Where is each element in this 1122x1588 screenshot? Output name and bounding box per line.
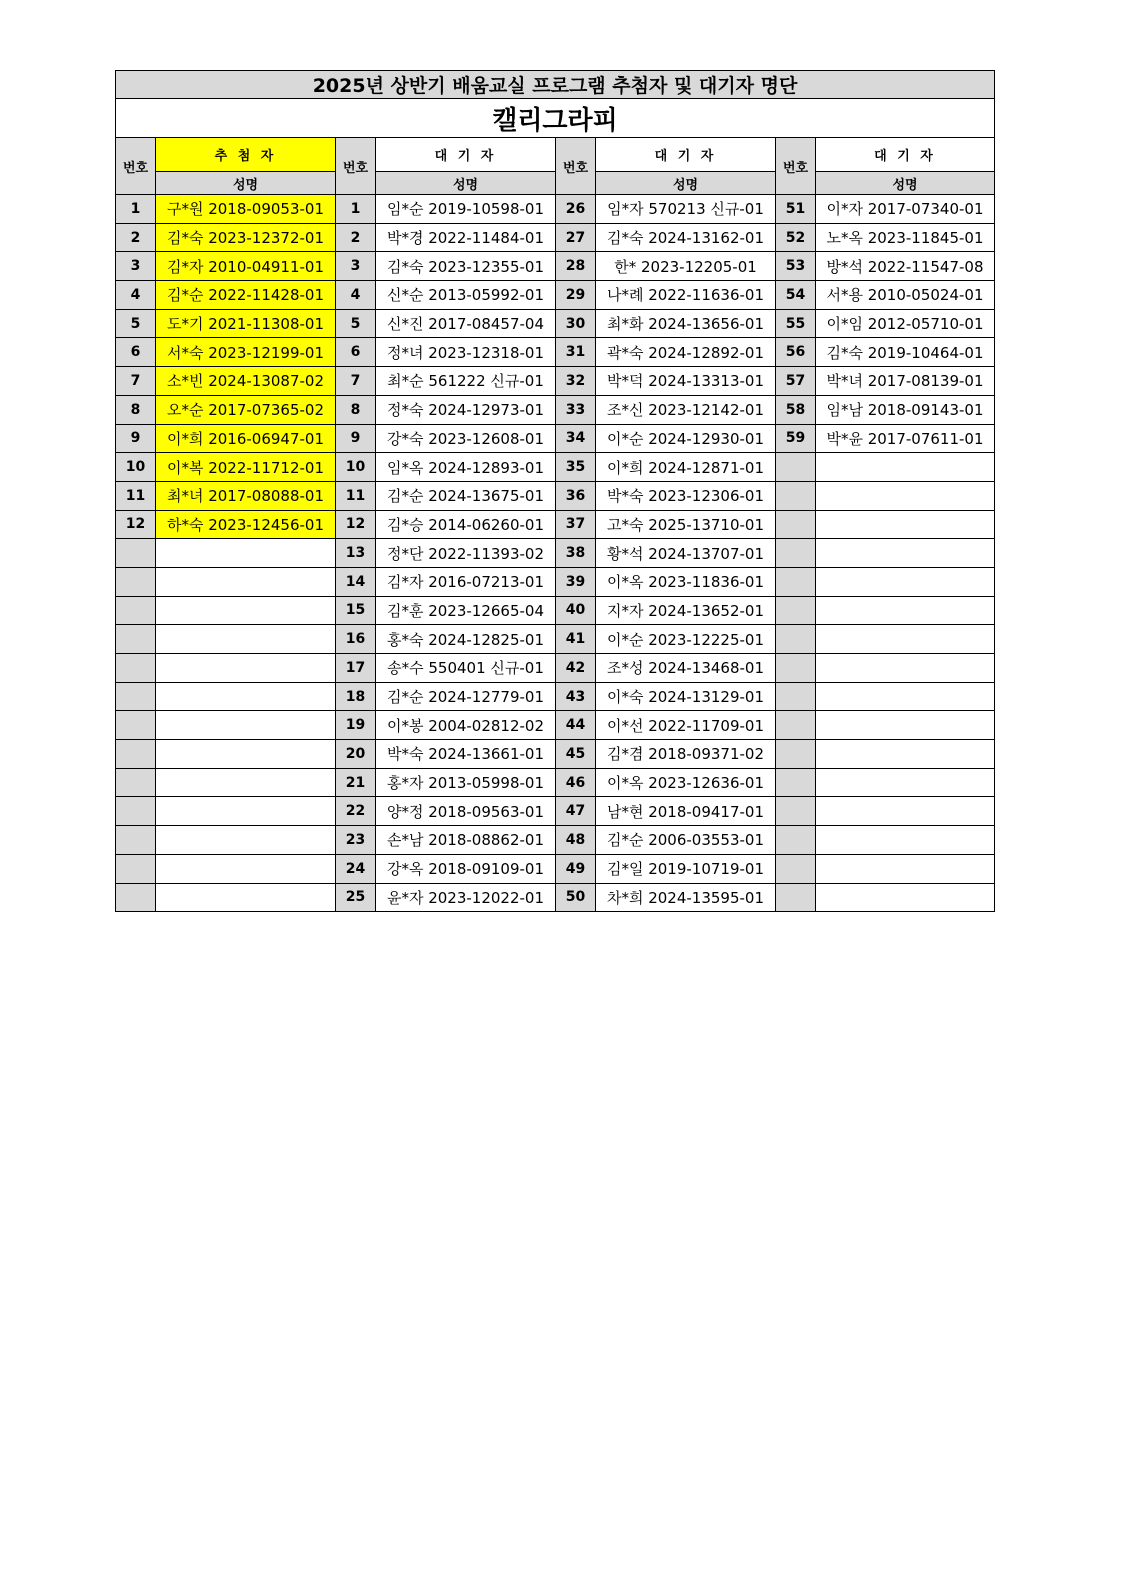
waitlist-name-cell: 홍*숙 2024-12825-01 [376,625,556,654]
waitlist-no-cell: 43 [556,682,596,711]
winner-name-cell: 도*기 2021-11308-01 [156,309,336,338]
waitlist-no-cell: 24 [336,854,376,883]
header-name: 성명 [816,172,995,195]
waitlist-name-cell: 임*순 2019-10598-01 [376,195,556,224]
waitlist-no-cell: 36 [556,481,596,510]
waitlist-name-cell [816,453,995,482]
waitlist-name-cell: 홍*자 2013-05998-01 [376,768,556,797]
waitlist-no-cell: 45 [556,740,596,769]
waitlist-name-cell [816,768,995,797]
waitlist-name-cell [816,682,995,711]
waitlist-name-cell: 곽*숙 2024-12892-01 [596,338,776,367]
waitlist-no-cell: 56 [776,338,816,367]
winner-no-cell [116,797,156,826]
waitlist-name-cell: 박*경 2022-11484-01 [376,223,556,252]
waitlist-name-cell: 김*순 2024-12779-01 [376,682,556,711]
waitlist-no-cell [776,453,816,482]
waitlist-name-cell: 김*숙 2024-13162-01 [596,223,776,252]
winner-no-cell [116,711,156,740]
waitlist-no-cell: 11 [336,481,376,510]
waitlist-name-cell: 이*순 2023-12225-01 [596,625,776,654]
waitlist-no-cell: 20 [336,740,376,769]
waitlist-no-cell: 3 [336,252,376,281]
waitlist-name-cell: 차*희 2024-13595-01 [596,883,776,912]
winner-no-cell [116,740,156,769]
waitlist-name-cell: 이*봉 2004-02812-02 [376,711,556,740]
waitlist-no-cell: 27 [556,223,596,252]
waitlist-no-cell [776,826,816,855]
winner-name-cell [156,539,336,568]
waitlist-name-cell: 박*숙 2023-12306-01 [596,481,776,510]
waitlist-name-cell: 이*선 2022-11709-01 [596,711,776,740]
waitlist-name-cell [816,596,995,625]
waitlist-no-cell [776,481,816,510]
waitlist-no-cell: 6 [336,338,376,367]
waitlist-name-cell: 김*승 2014-06260-01 [376,510,556,539]
header-no: 번호 [116,138,156,195]
table-row [116,567,995,596]
waitlist-no-cell [776,510,816,539]
table-row [116,740,995,769]
table-row [116,309,995,338]
table-row [116,195,995,224]
waitlist-no-cell: 18 [336,682,376,711]
waitlist-no-cell: 32 [556,367,596,396]
waitlist-no-cell: 53 [776,252,816,281]
program-name: 캘리그라피 [116,99,995,138]
waitlist-no-cell: 58 [776,395,816,424]
document-title: 2025년 상반기 배움교실 프로그램 추첨자 및 대기자 명단 [116,71,995,99]
waitlist-name-cell [816,567,995,596]
waitlist-name-cell: 윤*자 2023-12022-01 [376,883,556,912]
winner-name-cell: 구*원 2018-09053-01 [156,195,336,224]
winner-no-cell [116,768,156,797]
winner-name-cell: 김*자 2010-04911-01 [156,252,336,281]
waitlist-name-cell: 김*순 2024-13675-01 [376,481,556,510]
waitlist-name-cell: 이*임 2012-05710-01 [816,309,995,338]
winner-no-cell: 1 [116,195,156,224]
waitlist-no-cell: 34 [556,424,596,453]
header-name: 성명 [156,172,336,195]
waitlist-no-cell [776,740,816,769]
waitlist-no-cell: 50 [556,883,596,912]
waitlist-no-cell: 13 [336,539,376,568]
waitlist-name-cell: 조*성 2024-13468-01 [596,654,776,683]
table-row [116,826,995,855]
header-waitlist: 대 기 자 [596,138,776,172]
table-row [116,625,995,654]
winner-name-cell [156,654,336,683]
winner-name-cell: 이*복 2022-11712-01 [156,453,336,482]
winner-no-cell [116,596,156,625]
header-winners: 추 첨 자 [156,138,336,172]
winner-no-cell: 6 [116,338,156,367]
waitlist-name-cell: 이*옥 2023-11836-01 [596,567,776,596]
waitlist-no-cell: 54 [776,281,816,310]
waitlist-no-cell: 15 [336,596,376,625]
waitlist-name-cell [816,826,995,855]
winner-no-cell: 12 [116,510,156,539]
waitlist-name-cell [816,510,995,539]
table-row [116,854,995,883]
winner-name-cell [156,826,336,855]
header-no: 번호 [336,138,376,195]
waitlist-no-cell [776,883,816,912]
waitlist-no-cell: 17 [336,654,376,683]
waitlist-name-cell [816,854,995,883]
waitlist-no-cell: 12 [336,510,376,539]
waitlist-no-cell [776,854,816,883]
winner-no-cell [116,826,156,855]
table-row [116,453,995,482]
waitlist-no-cell: 41 [556,625,596,654]
waitlist-name-cell: 서*용 2010-05024-01 [816,281,995,310]
waitlist-no-cell: 44 [556,711,596,740]
winner-name-cell [156,596,336,625]
waitlist-no-cell: 22 [336,797,376,826]
waitlist-name-cell: 노*옥 2023-11845-01 [816,223,995,252]
waitlist-no-cell: 10 [336,453,376,482]
waitlist-name-cell: 이*옥 2023-12636-01 [596,768,776,797]
waitlist-name-cell: 정*녀 2023-12318-01 [376,338,556,367]
waitlist-name-cell: 김*숙 2023-12355-01 [376,252,556,281]
waitlist-no-cell: 42 [556,654,596,683]
waitlist-name-cell: 최*화 2024-13656-01 [596,309,776,338]
waitlist-no-cell [776,711,816,740]
waitlist-no-cell: 5 [336,309,376,338]
waitlist-name-cell [816,797,995,826]
waitlist-no-cell: 47 [556,797,596,826]
waitlist-no-cell [776,625,816,654]
winner-no-cell: 3 [116,252,156,281]
waitlist-name-cell [816,625,995,654]
waitlist-name-cell: 김*순 2006-03553-01 [596,826,776,855]
table-row [116,654,995,683]
waitlist-name-cell: 조*신 2023-12142-01 [596,395,776,424]
table-row [116,596,995,625]
table-row [116,281,995,310]
waitlist-no-cell: 39 [556,567,596,596]
waitlist-no-cell: 8 [336,395,376,424]
waitlist-name-cell: 정*숙 2024-12973-01 [376,395,556,424]
waitlist-name-cell: 황*석 2024-13707-01 [596,539,776,568]
waitlist-no-cell: 57 [776,367,816,396]
table-row [116,768,995,797]
waitlist-name-cell: 박*숙 2024-13661-01 [376,740,556,769]
table-row [116,711,995,740]
waitlist-name-cell: 지*자 2024-13652-01 [596,596,776,625]
header-name: 성명 [596,172,776,195]
winner-no-cell [116,539,156,568]
waitlist-name-cell [816,654,995,683]
table-row [116,797,995,826]
winner-no-cell: 11 [116,481,156,510]
winner-name-cell [156,883,336,912]
waitlist-no-cell: 33 [556,395,596,424]
waitlist-name-cell: 이*순 2024-12930-01 [596,424,776,453]
winner-name-cell [156,854,336,883]
waitlist-name-cell: 김*일 2019-10719-01 [596,854,776,883]
waitlist-name-cell: 김*숙 2019-10464-01 [816,338,995,367]
winner-no-cell [116,682,156,711]
waitlist-no-cell: 25 [336,883,376,912]
waitlist-no-cell: 46 [556,768,596,797]
waitlist-no-cell: 38 [556,539,596,568]
header-waitlist: 대 기 자 [816,138,995,172]
waitlist-no-cell: 48 [556,826,596,855]
waitlist-no-cell [776,596,816,625]
winner-name-cell [156,797,336,826]
winner-no-cell [116,654,156,683]
waitlist-name-cell: 김*자 2016-07213-01 [376,567,556,596]
waitlist-name-cell: 강*숙 2023-12608-01 [376,424,556,453]
waitlist-name-cell: 고*숙 2025-13710-01 [596,510,776,539]
winner-name-cell: 김*숙 2023-12372-01 [156,223,336,252]
waitlist-name-cell [816,481,995,510]
waitlist-no-cell [776,682,816,711]
table-row [116,223,995,252]
winner-no-cell: 2 [116,223,156,252]
waitlist-name-cell [816,883,995,912]
waitlist-name-cell: 임*자 570213 신규-01 [596,195,776,224]
winner-name-cell: 서*숙 2023-12199-01 [156,338,336,367]
waitlist-no-cell: 49 [556,854,596,883]
winner-name-cell [156,768,336,797]
winner-name-cell: 김*순 2022-11428-01 [156,281,336,310]
waitlist-name-cell: 임*남 2018-09143-01 [816,395,995,424]
winner-no-cell [116,883,156,912]
waitlist-name-cell: 양*정 2018-09563-01 [376,797,556,826]
winner-no-cell: 5 [116,309,156,338]
waitlist-no-cell: 26 [556,195,596,224]
waitlist-no-cell: 9 [336,424,376,453]
waitlist-name-cell: 나*례 2022-11636-01 [596,281,776,310]
waitlist-name-cell: 방*석 2022-11547-08 [816,252,995,281]
winner-name-cell [156,625,336,654]
winner-name-cell [156,567,336,596]
table-row [116,539,995,568]
waitlist-no-cell: 29 [556,281,596,310]
waitlist-name-cell: 임*옥 2024-12893-01 [376,453,556,482]
waitlist-name-cell [816,711,995,740]
waitlist-name-cell [816,539,995,568]
winner-no-cell [116,625,156,654]
waitlist-name-cell: 최*순 561222 신규-01 [376,367,556,396]
waitlist-name-cell: 정*단 2022-11393-02 [376,539,556,568]
waitlist-no-cell: 55 [776,309,816,338]
waitlist-no-cell: 35 [556,453,596,482]
table-row [116,883,995,912]
waitlist-no-cell: 2 [336,223,376,252]
waitlist-no-cell: 30 [556,309,596,338]
winner-no-cell: 4 [116,281,156,310]
waitlist-no-cell: 23 [336,826,376,855]
header-no: 번호 [776,138,816,195]
header-waitlist: 대 기 자 [376,138,556,172]
waitlist-name-cell: 김*훈 2023-12665-04 [376,596,556,625]
waitlist-no-cell: 59 [776,424,816,453]
waitlist-name-cell: 송*수 550401 신규-01 [376,654,556,683]
waitlist-no-cell: 28 [556,252,596,281]
waitlist-name-cell: 신*진 2017-08457-04 [376,309,556,338]
winner-no-cell: 7 [116,367,156,396]
winner-name-cell [156,740,336,769]
waitlist-name-cell: 이*숙 2024-13129-01 [596,682,776,711]
winner-name-cell: 소*빈 2024-13087-02 [156,367,336,396]
winner-name-cell [156,711,336,740]
waitlist-no-cell: 14 [336,567,376,596]
header-name: 성명 [376,172,556,195]
waitlist-name-cell: 남*현 2018-09417-01 [596,797,776,826]
waitlist-no-cell: 37 [556,510,596,539]
winner-no-cell: 9 [116,424,156,453]
waitlist-no-cell: 21 [336,768,376,797]
winner-name-cell: 오*순 2017-07365-02 [156,395,336,424]
waitlist-name-cell: 손*남 2018-08862-01 [376,826,556,855]
winner-name-cell: 최*녀 2017-08088-01 [156,481,336,510]
roster-table [115,70,995,912]
waitlist-no-cell [776,768,816,797]
waitlist-no-cell: 31 [556,338,596,367]
waitlist-no-cell [776,797,816,826]
waitlist-name-cell: 박*녀 2017-08139-01 [816,367,995,396]
waitlist-no-cell: 4 [336,281,376,310]
waitlist-name-cell: 김*겸 2018-09371-02 [596,740,776,769]
waitlist-name-cell: 신*순 2013-05992-01 [376,281,556,310]
waitlist-name-cell: 박*덕 2024-13313-01 [596,367,776,396]
table-row [116,395,995,424]
table-row [116,367,995,396]
waitlist-no-cell [776,567,816,596]
waitlist-no-cell: 52 [776,223,816,252]
table-row [116,338,995,367]
winner-name-cell: 하*숙 2023-12456-01 [156,510,336,539]
waitlist-no-cell: 1 [336,195,376,224]
waitlist-no-cell: 16 [336,625,376,654]
waitlist-name-cell: 이*희 2024-12871-01 [596,453,776,482]
winner-no-cell: 10 [116,453,156,482]
waitlist-no-cell: 51 [776,195,816,224]
header-no: 번호 [556,138,596,195]
winner-no-cell [116,854,156,883]
winner-name-cell [156,682,336,711]
table-row [116,424,995,453]
waitlist-name-cell [816,740,995,769]
waitlist-name-cell: 한* 2023-12205-01 [596,252,776,281]
waitlist-no-cell: 7 [336,367,376,396]
waitlist-name-cell: 강*옥 2018-09109-01 [376,854,556,883]
waitlist-no-cell: 40 [556,596,596,625]
waitlist-no-cell [776,654,816,683]
waitlist-name-cell: 이*자 2017-07340-01 [816,195,995,224]
waitlist-no-cell [776,539,816,568]
winner-no-cell: 8 [116,395,156,424]
winner-name-cell: 이*희 2016-06947-01 [156,424,336,453]
table-row [116,252,995,281]
waitlist-name-cell: 박*윤 2017-07611-01 [816,424,995,453]
waitlist-no-cell: 19 [336,711,376,740]
table-row [116,682,995,711]
table-row [116,481,995,510]
table-row [116,510,995,539]
winner-no-cell [116,567,156,596]
